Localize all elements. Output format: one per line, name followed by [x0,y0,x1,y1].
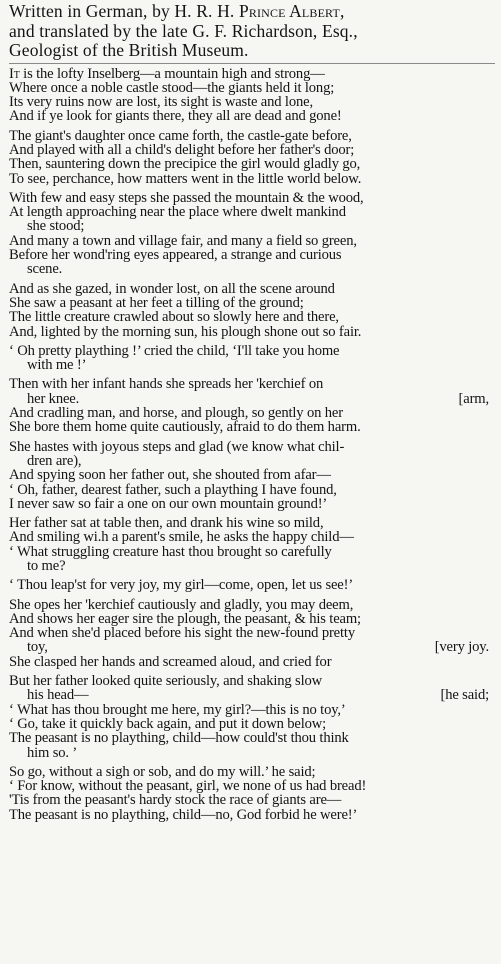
poem-line: Then, sauntering down the precipice the girl would gladly go, [9,156,361,173]
stanza-11 [9,674,495,760]
stanza-10 [9,598,495,669]
poem-line: But her father looked quite seriously, and shaking slow [9,673,323,690]
poem-line: And many a town and village fair, and many a field so green, [9,232,357,249]
poem-line: Her father sat at table then, and drank his wine so mild, [9,515,324,532]
turnover-fragment: [very joy. [434,639,489,656]
stanza-9 [9,578,495,592]
turnover-fragment: [he said; [440,687,489,704]
poem-line: With few and easy steps she passed the mountain & the wood, [9,189,364,206]
poem-line: I never saw so fair a one on our own mountain ground!’ [9,495,328,512]
poem-line-continuation [9,640,495,654]
poem-line: And cradling man, and horse, and plough, so gently on her [9,405,343,422]
poem-line: And smiling wi.h a parent's smile, he asks the happy child— [9,529,354,546]
poem-line: And if ye look for giants there, they all are dead and gone! [9,108,342,125]
stanza-2 [9,129,495,186]
attribution-text: Written in German, by H. R. H. [9,1,239,21]
poem-line-text: is the lofty Inselberg—a mountain high and strong— [19,65,325,82]
poem-line: To see, perchance, how matters went in the little world below. [9,170,362,187]
poem-line-text: her knee. [27,390,80,407]
poem-line: ‘ What has thou brought me here, my girl?—this is no toy,’ [9,701,346,718]
drop-word: It [9,65,20,82]
poem-line: And when she'd placed before his sight the new-found pretty [9,625,355,642]
poem-line: So go, without a sigh or sob, and do my will.’ he said; [9,763,316,780]
poem-line: ‘ Thou leap'st for very joy, my girl—come, open, let us see!’ [9,577,354,594]
poem-line: The peasant is no plaything, child—no, God forbid he were!’ [9,806,358,823]
poem-line: And, lighted by the morning sun, his plough shone out so fair. [9,323,362,340]
poem-line-continuation [9,688,495,702]
poem-line: Its very ruins now are lost, its sight is waste and lone, [9,94,313,111]
poem-line-text: his head— [27,687,89,704]
poem-line: ‘ For know, without the peasant, girl, we none of us had bread! [9,778,367,795]
stanza-4 [9,282,495,339]
poem-line: ‘ Oh pretty plaything !’ cried the child, ‘I'll take you home [9,342,340,359]
poem-line-continuation: dren are), [27,452,82,469]
stanza-3 [9,191,495,277]
stanza-12 [9,765,495,822]
poem-line: The giant's daughter once came forth, the castle-gate before, [9,127,352,144]
poem-line: 'Tis from the peasant's hardy stock the race of giants are— [9,792,342,809]
poem-line: ‘ Go, take it quickly back again, and put it down below; [9,715,327,732]
poem-line-continuation: she stood; [27,218,85,235]
poem-line-continuation: him so. ’ [27,744,78,761]
poem-line-continuation [9,392,495,406]
poem-line: Then with her infant hands she spreads her 'kerchief on [9,376,324,393]
poem-line: She bore them home quite cautiously, afraid to do them harm. [9,419,361,436]
stanza-1 [9,67,495,124]
poem-line: And spying soon her father out, she shouted from afar— [9,467,331,484]
stanza-8 [9,516,495,573]
poem-line: And played with all a child's delight before her father's door; [9,141,355,158]
turnover-fragment: [arm, [458,390,489,407]
poem-line: ‘ Oh, father, dearest father, such a plaything I have found, [9,481,337,498]
author-name: Prince Albert, [238,1,345,21]
poem-line: Where once a noble castle stood—the giants held it long; [9,79,335,96]
poem-line: ‘ What struggling creature hast thou brought so carefully [9,543,332,560]
attribution-line [9,2,495,22]
poem-line [9,67,495,81]
attribution-line: Geologist of the British Museum. [9,40,249,60]
poem-line: She saw a peasant at her feet a tilling of the ground; [9,294,304,311]
attribution-line: and translated by the late G. F. Richardson, Esq., [9,20,358,41]
poem-line-text: toy, [27,639,48,656]
poem-line-continuation: with me !’ [27,357,87,374]
poem-line: The peasant is no plaything, child—how could'st thou think [9,730,349,747]
poem-line: She hastes with joyous steps and glad (we know what chil- [9,438,345,455]
poem-line: And as she gazed, in wonder lost, on all the scene around [9,280,335,297]
attribution [9,2,495,61]
poem-line: The little creature crawled about so slowly here and there, [9,309,339,326]
poem-line: She opes her 'kerchief cautiously and gladly, you may deem, [9,596,354,613]
poem-line: Before her wond'ring eyes appeared, a strange and curious [9,247,342,264]
poem-line-continuation: to me? [27,558,66,574]
poem-line: She clasped her hands and screamed aloud, and cried for [9,653,332,670]
stanza-7 [9,440,495,511]
stanza-6 [9,377,495,434]
poem-line: And shows her eager sire the plough, the peasant, & his team; [9,610,361,627]
stanza-5 [9,344,495,373]
poem-line-continuation: scene. [27,261,63,278]
poem-line: At length approaching near the place where dwelt mankind [9,204,346,221]
